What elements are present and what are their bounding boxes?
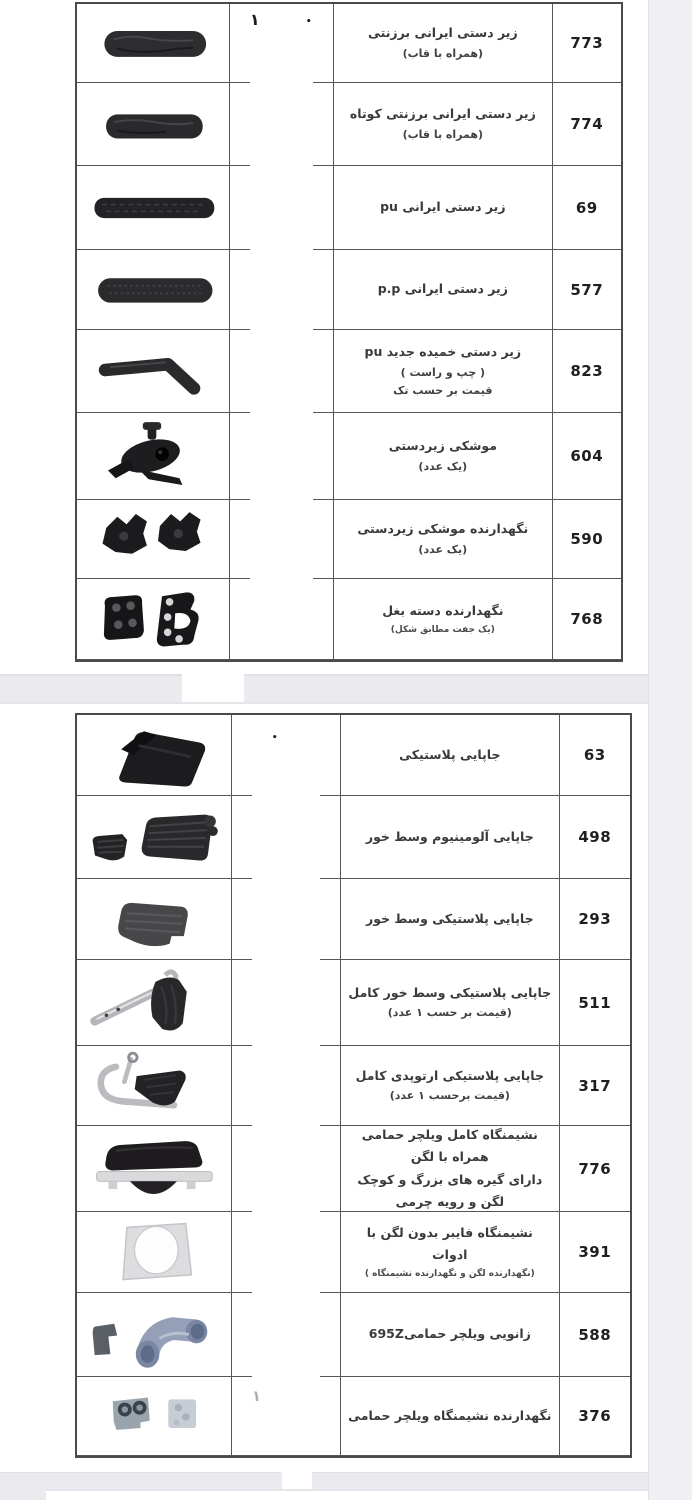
description-line: ( چپ و راست ) (400, 365, 485, 379)
table-row (77, 715, 630, 796)
product-code: 391 (559, 1212, 630, 1292)
description-line: نگهدارنده دسته بغل (382, 603, 504, 619)
table-row (77, 4, 621, 83)
price-whiteout-strip (250, 6, 313, 658)
table-row (77, 166, 621, 250)
product-description (340, 1377, 558, 1455)
commode-seat-with-pan-photo (77, 1126, 231, 1211)
product-description (340, 715, 558, 795)
description-line: دارای گیره های بزرگ و کوچک لگن و رویه چرمی (357, 1171, 543, 1209)
description-line: نشیمنگاه فایبر بدون لگن با ادوات (366, 1224, 533, 1263)
product-code: 823 (552, 330, 621, 412)
product-description (340, 960, 558, 1045)
product-code: 588 (559, 1293, 630, 1376)
description-line: نگهدارنده نشیمنگاه ویلچر حمامی (348, 1407, 552, 1423)
product-description (333, 413, 551, 499)
description-line: قیمت بر حسب تک (393, 384, 493, 398)
description-line: زیر دستی ایرانی برزنتی کوتاه (349, 106, 536, 122)
page-gap-band (0, 674, 648, 704)
table-row (77, 796, 630, 879)
footplate-plastic-center-photo (77, 879, 231, 959)
rocket-clamp-holder-pair-photo (77, 500, 229, 578)
description-line: زیر دستی ایرانی pu (380, 199, 506, 215)
product-description (333, 250, 551, 329)
description-line: (یک جفت مطابق شکل) (390, 624, 495, 635)
description-line: (یک عدد) (418, 459, 468, 473)
description-line: جاپایی پلاستیکی وسط خور (366, 910, 534, 926)
footplate-orthopedic-photo (77, 1046, 231, 1125)
footplate-aluminum-pair-photo (77, 796, 231, 878)
footplate-plastic-photo (77, 715, 231, 795)
armrest-pad-canvas-short-photo (77, 83, 229, 165)
product-description (333, 500, 551, 578)
description-line: (همراه با قاب) (402, 46, 484, 60)
description-line: زیر دستی ایرانی p.p (377, 281, 508, 297)
description-line: جاپایی پلاستیکی (399, 746, 501, 762)
price-table-footrests (75, 713, 632, 1458)
armrest-pad-canvas-photo (77, 4, 229, 82)
description-line: جاپایی آلومینیوم وسط خور (365, 828, 534, 844)
description-line: زیر دستی خمیده جدید pu (364, 344, 522, 360)
fiber-seat-no-pan-photo (77, 1212, 231, 1292)
description-line: نگهدارنده موشکی زیردستی (357, 521, 529, 537)
product-description (333, 579, 551, 659)
table-row (77, 83, 621, 166)
product-code: 604 (552, 413, 621, 499)
description-line: جاپایی پلاستیکی وسط خور کامل (348, 984, 552, 1000)
product-code: 768 (552, 579, 621, 659)
product-description (333, 4, 551, 82)
description-line: جاپایی پلاستیکی ارتوپدی کامل (355, 1067, 544, 1083)
table-row (77, 960, 630, 1046)
description-line: نشیمنگاه کامل ویلچر حمامی همراه با لگن (361, 1126, 538, 1164)
product-code: 317 (559, 1046, 630, 1125)
product-description (340, 1293, 558, 1376)
description-line: زیر دستی ایرانی برزنتی (367, 25, 518, 41)
table-row (77, 1126, 630, 1212)
product-description (340, 1126, 558, 1211)
table-row (77, 1046, 630, 1126)
product-code: 590 (552, 500, 621, 578)
table-row (77, 1377, 630, 1456)
page-corner-gray (0, 1488, 46, 1500)
product-description (333, 166, 551, 249)
whiteout-strip (182, 672, 244, 702)
armrest-pad-pu-photo (77, 166, 229, 249)
product-code: 577 (552, 250, 621, 329)
description-line: (نگهدارنده لگن و نگهدارنده نشیمنگاه ) (364, 1268, 535, 1279)
description-line: (قیمت برحسب ۱ عدد) (389, 1089, 510, 1103)
description-line: (یک عدد) (418, 542, 468, 556)
product-description (340, 796, 558, 878)
whiteout-strip (282, 1471, 312, 1489)
product-code: 63 (559, 715, 630, 795)
armrest-bent-pu-photo (77, 330, 229, 412)
product-code: 69 (552, 166, 621, 249)
page-right-margin (648, 0, 692, 1500)
description-line: (همراه با قاب) (402, 127, 484, 141)
price-ink-remnant: ۱ (249, 10, 260, 29)
table-row (77, 250, 621, 330)
table-row (77, 879, 630, 960)
page-bottom-band (0, 1472, 648, 1491)
armrest-pad-pp-photo (77, 250, 229, 329)
footplate-with-tube-photo (77, 960, 231, 1045)
price-ink-remnant: • (305, 17, 312, 27)
table-row (77, 330, 621, 413)
product-code: 774 (552, 83, 621, 165)
table-row (77, 1293, 630, 1377)
price-ink-remnant: ۱ (251, 1387, 262, 1405)
product-code: 376 (559, 1377, 630, 1455)
table-row (77, 500, 621, 579)
description-line: موشکی زیردستی (388, 438, 497, 454)
side-handle-holder-pair-photo (77, 579, 229, 659)
table-row (77, 1212, 630, 1293)
commode-elbow-pair-photo (77, 1293, 231, 1376)
product-description (340, 1046, 558, 1125)
product-description (333, 83, 551, 165)
product-code: 498 (559, 796, 630, 878)
table-row (77, 413, 621, 500)
product-code: 776 (559, 1126, 630, 1211)
armrest-rocket-clamp-photo (77, 413, 229, 499)
seat-holder-clamps-photo (77, 1377, 231, 1455)
product-description (340, 879, 558, 959)
product-code: 511 (559, 960, 630, 1045)
product-description (333, 330, 551, 412)
description-line: زانویی ویلچر حمامی695Z (368, 1326, 531, 1342)
price-table-armrests (75, 2, 623, 662)
price-ink-remnant: • (271, 733, 278, 743)
product-code: 773 (552, 4, 621, 82)
table-row (77, 579, 621, 660)
price-whiteout-strip (252, 717, 320, 1454)
product-code: 293 (559, 879, 630, 959)
product-description (340, 1212, 558, 1292)
description-line: (قیمت بر حسب ۱ عدد) (387, 1006, 512, 1020)
